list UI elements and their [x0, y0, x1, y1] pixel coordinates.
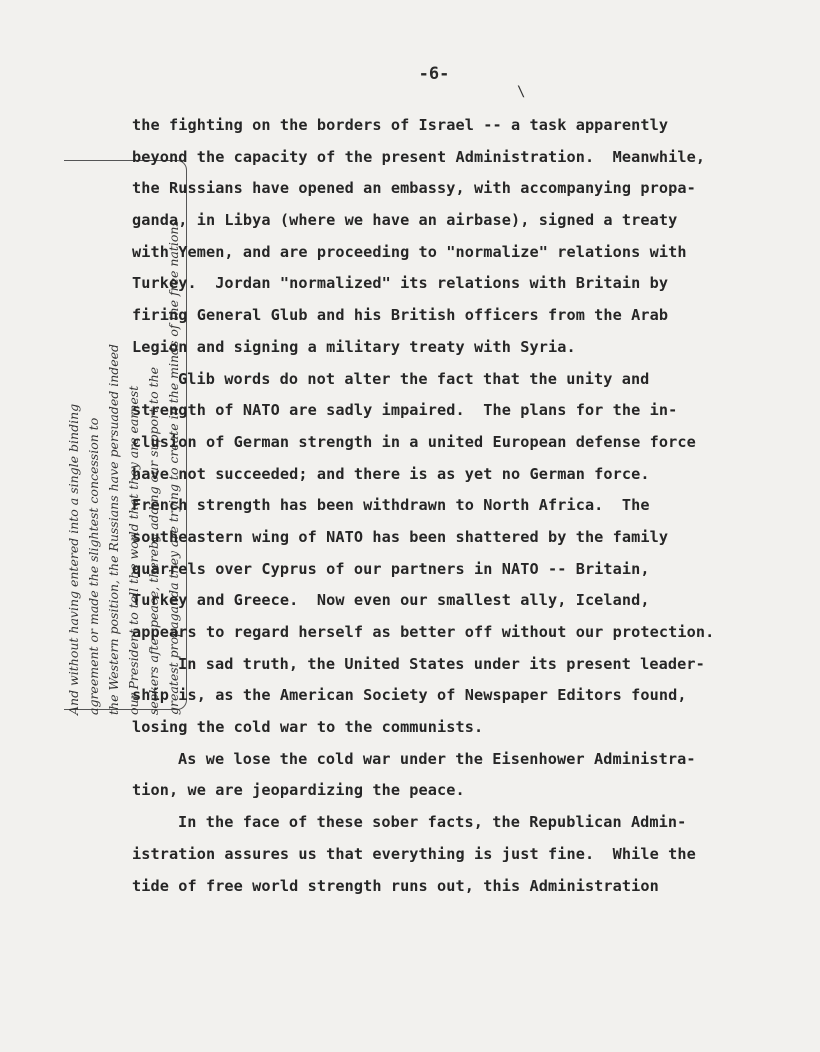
- page-number: -6-: [418, 64, 450, 84]
- text-line: French strength has been withdrawn to North Africa. The: [132, 496, 650, 515]
- margin-note-line-3: the Western position, the Russians have persuaded indeed: [106, 343, 121, 715]
- margin-note-line-1: And without having entered into a single binding: [66, 403, 81, 715]
- text-line: tide of free world strength runs out, this Administration: [132, 876, 659, 895]
- text-line: beyond the capacity of the present Administration. Meanwhile,: [132, 147, 706, 166]
- text-line: quarrels over Cyprus of our partners in NATO -- Britain,: [132, 559, 650, 578]
- text-line: clusion of German strength in a united European defense force: [132, 432, 696, 451]
- text-line: Turkey. Jordan "normalized" its relations with Britain by: [132, 274, 669, 293]
- text-line: strength of NATO are sadly impaired. The plans for the in-: [132, 401, 678, 420]
- margin-note-line-6: greatest propaganda they are trying to create in the minds of the free nations: [166, 220, 181, 715]
- margin-note-line-2: agreement or made the slightest concession to: [86, 417, 101, 715]
- text-line: the fighting on the borders of Israel -- a task apparently: [132, 116, 669, 134]
- text-line: ganda, in Libya (where we have an airbase), signed a treaty: [132, 211, 678, 230]
- text-line: In sad truth, the United States under its present leader-: [178, 654, 705, 673]
- text-line: Legion and signing a military treaty with Syria.: [132, 337, 576, 356]
- text-line: istration assures us that everything is just fine. While the: [132, 844, 696, 863]
- text-line: Turkey and Greece. Now even our smallest ally, Iceland,: [132, 591, 650, 610]
- text-line: the Russians have opened an embassy, with accompanying propa-: [132, 179, 696, 198]
- text-line: appears to regard herself as better off without our protection.: [132, 623, 715, 641]
- typed-body-text: [132, 110, 820, 902]
- text-line: with Yemen, and are proceeding to "normalize" relations with: [132, 242, 687, 261]
- text-line: As we lose the cold war under the Eisenhower Administra-: [178, 749, 696, 768]
- text-line: losing the cold war to the communists.: [132, 718, 484, 737]
- text-line: firing General Glub and his British officers from the Arab: [132, 306, 669, 325]
- ink-tick-mark: \: [517, 84, 526, 100]
- text-line: tion, we are jeopardizing the peace.: [132, 781, 465, 800]
- margin-note-line-4: our President to tell the world that they are earnest: [126, 385, 141, 715]
- margin-note-line-5: seekers after peace, thereby adding our support to the: [146, 366, 161, 715]
- text-line: southeastern wing of NATO has been shattered by the family: [132, 527, 669, 546]
- text-line: Glib words do not alter the fact that the unity and: [178, 369, 650, 388]
- text-line: have not succeeded; and there is as yet no German force.: [132, 464, 650, 483]
- text-line: In the face of these sober facts, the Republican Admin-: [178, 813, 687, 832]
- text-line: ship is, as the American Society of Newspaper Editors found,: [132, 686, 687, 705]
